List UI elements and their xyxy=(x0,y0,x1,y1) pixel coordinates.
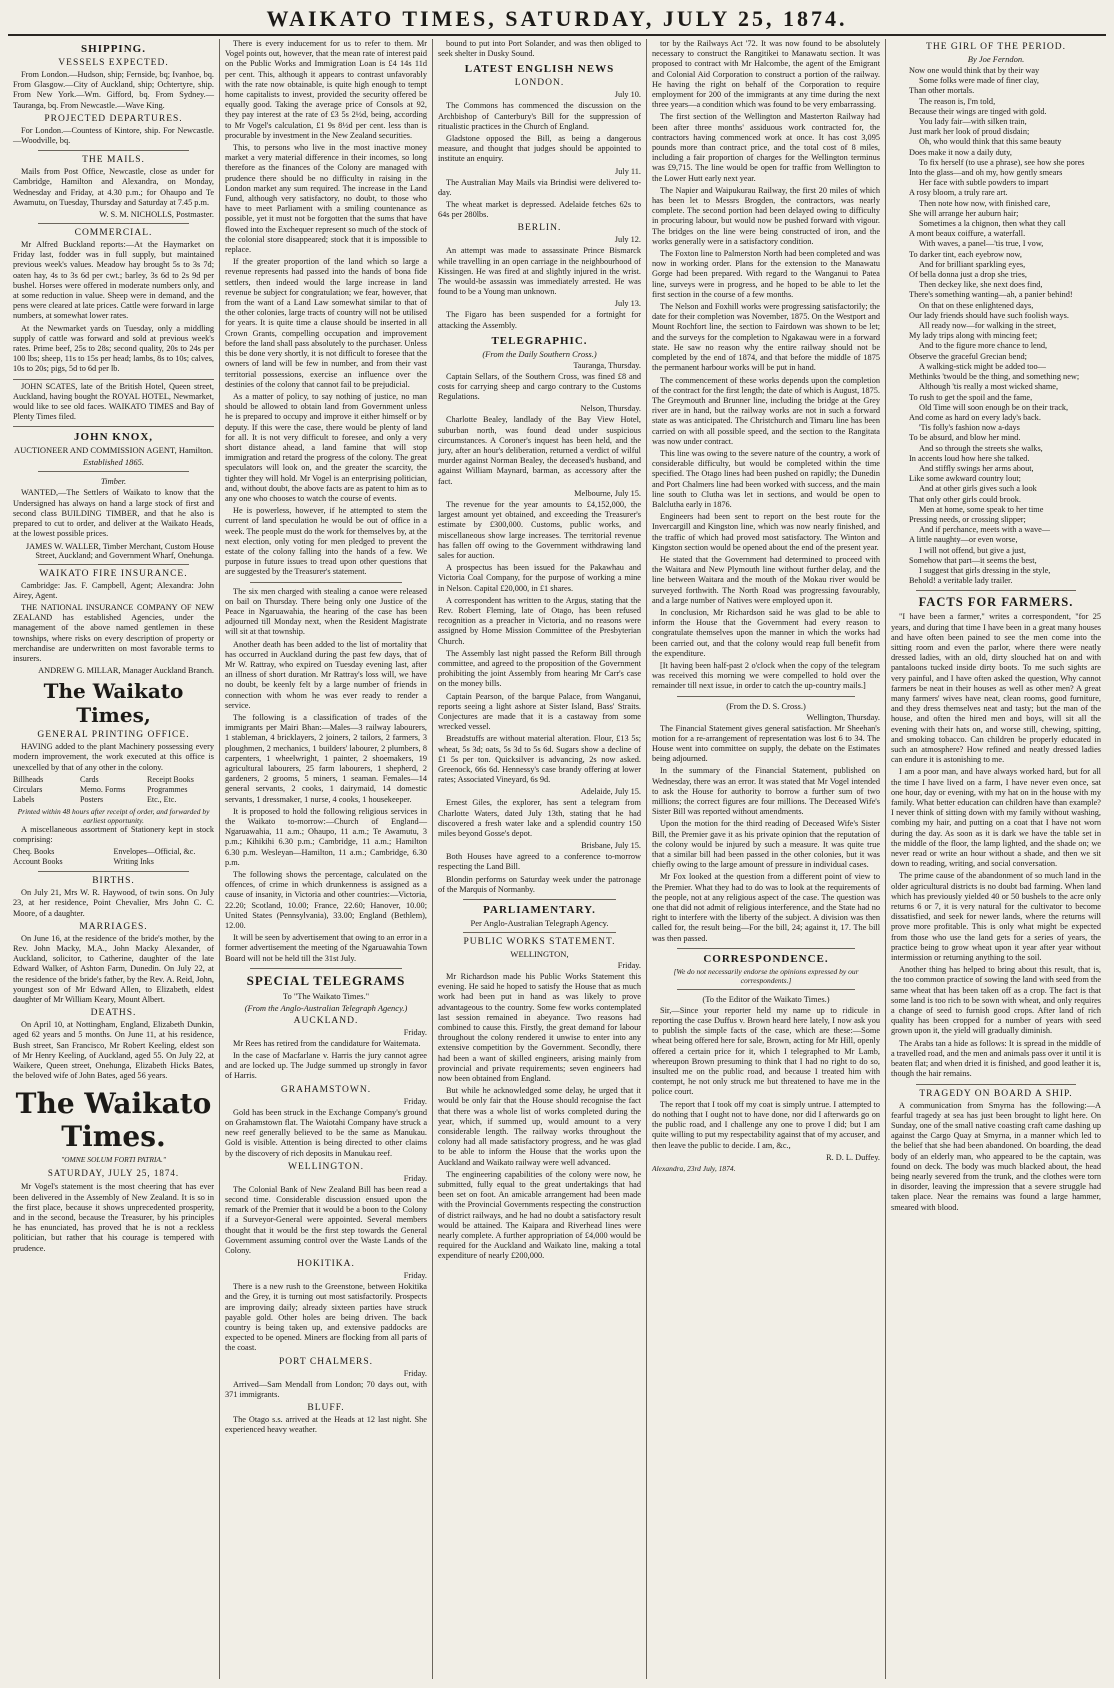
telegraphic-text: Captain Pearson, of the barque Palace, from Wanganui, reports seeing a light ashore at Sister Island, Bass' Straits. Conjectures are made that it is a castaway from some wrecked vessel. xyxy=(438,691,641,732)
printing-item: Cards xyxy=(80,774,99,784)
correspondence-text: The report that I took off my coat is simply untrue. I attempted to do nothing that I ought not to have done, nor did I afterwards go on the public road, and I challenge any one to prove I did; but I am quite willing to put my respectability against that of my accuser, and then leave the public to decide. I am, &c., xyxy=(652,1099,880,1150)
special-telegrams-agency: (From the Anglo-Australian Telegraph Agency.) xyxy=(244,1002,408,1013)
public-works-text: The commencement of these works depends upon the completion of the contract for the first length; the date of which is August, 1875. The Greymouth and Brunner line, including the bridge at the Grey river are in hand, but the railway works are not in such a forward state as was anticipated. The Christchurch and Timaru line has been carried on with all possible speed, and the section to the Rangitata was now under contract. xyxy=(652,375,880,446)
printing-item: Programmes xyxy=(147,784,188,794)
marriages-text: On June 16, at the residence of the bride's mother, by the Rev. John Macky, M.A., John Macky Alexander, of Auckland, solicitor, to Catherine, daughter of the late Edward Walker, of Ashton Farm, Dunedin. On July 22, at the residence of the bride's father, by the Rev. A. Reid, John, youngest son of Mr Edward Allen, to Elizabeth, eldest daughter of Mr William Keary, Mount Albert. xyxy=(13,933,214,1004)
london-text: The Commons has commenced the discussion on the Archbishop of Canterbury's Bill for the suppression of ritualistic practices in the Church of England. xyxy=(438,101,641,131)
local-news-text: The six men charged with stealing a canoe were released on bail on Thursday. There being only one Justice of the Peace in Ngaruawahia, the hearing of the case has been adjourned till Monday next, when the Resident Magistrate will sit at that township. xyxy=(225,586,427,637)
london-text: The Australian May Mails via Brindisi were delivered to-day. xyxy=(438,177,641,197)
divider xyxy=(677,948,855,949)
poem-line: Than other mortals. xyxy=(909,86,975,96)
correspondence-place: Alexandra, 23rd July, 1874. xyxy=(652,1163,736,1173)
poem-line: And come as hard on every lady's back. xyxy=(909,412,1041,422)
printing-item: Labels xyxy=(13,794,35,804)
grahamstown-heading: GRAHAMSTOWN. xyxy=(280,1084,372,1095)
telegraphic-text: Captain Sellars, of the Southern Cross, was fined £8 and costs for carrying sheep and cargo contrary to the Customs Regulations. xyxy=(438,371,641,402)
poem-line: Into the glass—and oh my, how gently smears xyxy=(909,168,1063,178)
mails-text: Mails from Post Office, Newcastle, close as under for Cambridge, Hamilton and Alexandra, on Monday, Wednesday and Friday, at 4.30 p.m.; for Ohaupo and Te Awamutu, on Tuesday, Thursday and Saturday at 7.45 p.m. xyxy=(13,167,214,207)
vessels-heading: VESSELS EXPECTED. xyxy=(58,58,169,68)
printing-item: Billheads xyxy=(13,774,44,784)
advert-knox-heading: JOHN KNOX, xyxy=(73,431,154,444)
poem-line: To fix herself (to use a phrase), see how she pores xyxy=(919,157,1085,167)
grahamstown-text: Gold has been struck in the Exchange Company's ground on Grahamstown flat. The Waiotahi Company have struck a new reef generally believed to be the same as Manukau. Gold is visible. Attention is being directed to other claims by the discovery of rich deposits in Manukau reef. xyxy=(225,1107,427,1158)
stationery-item: Writing Inks xyxy=(113,857,154,867)
divider xyxy=(916,590,1076,591)
bluff-heading: BLUFF. xyxy=(307,1402,345,1413)
births-text: On July 21, Mrs W. R. Haywood, of twin sons. On July 23, at her residence, Point Chevalier, Mrs John C. C. Moore, of a daughter. xyxy=(13,888,214,918)
port-chalmers-text: Arrived—Sam Mendall from London; 70 days out, with 371 immigrants. xyxy=(225,1379,427,1399)
poem-line: And for brilliant sparkling eyes, xyxy=(919,259,1026,269)
london-heading: LONDON. xyxy=(514,78,565,89)
editorial-text: He is powerless, however, if he attempted to stem the current of land speculation he would be out of office in a week. The people must do the work for themselves by, at the next election, only voting for men pledged to prevent the estate of the colony falling into the hands of a few. We purpose in future issues to tread upon other questions that are suggested by the Treasurer's statement. xyxy=(225,506,427,577)
poem-line: Her face with subtle powders to impart xyxy=(919,178,1049,188)
public-works-text: The Foxton line to Palmerston North had been completed and was now in working order. Plans for the extension to the Manawatu Gorge had been prepared. With regard to the Wanganui to Patea line, surveys were in progress, and he hoped to be able to let the first section in the course of a few months. xyxy=(652,249,880,299)
dateline: Wellington, Thursday. xyxy=(806,712,880,722)
poem-line: That only other girls could brook. xyxy=(909,494,1021,504)
fire-heading: WAIKATO FIRE INSURANCE. xyxy=(39,568,188,579)
poem-line: Some folks were made of finer clay, xyxy=(919,76,1039,86)
facts-text: The prime cause of the abandonment of so much land in the older agricultural districts is no doubt bad farming. When land which has previously yielded 40 or 50 bushels to the acre only returns 6 or 7, it is very natural for the cultivator to become dissatisfied, and seek for newer lands, where the returns will prove more profitable. This is only what might be expected from those who use the land gets for a series of years, the practice being to grow wheat upon it year after year without intermission or returning anything to the soil. xyxy=(891,871,1101,963)
wellington-heading: WELLINGTON. xyxy=(288,1161,364,1172)
correspondence-note: [We do not necessarily endorse the opinions expressed by our correspondents.] xyxy=(673,966,859,985)
masthead: WAIKATO TIMES, SATURDAY, JULY 25, 1874. xyxy=(8,6,1106,36)
poem-line: Our lady friends should have such foolish ways. xyxy=(909,310,1069,320)
london-text: The wheat market is depressed. Adelaide fetches 62s to 64s per 280lbs. xyxy=(438,200,641,220)
parliamentary-sub: Per Anglo-Australian Telegraph Agency. xyxy=(470,918,609,928)
poem-line: To rush to get the spoil and the fame, xyxy=(909,392,1033,402)
dateline: July 13. xyxy=(614,299,641,309)
public-works-text: In conclusion, Mr Richardson said he was glad to be able to inform the House that the Government had every reason to congratulate themselves upon the manner in which the works had been carried out, and that the colony would reap full benefit from the expenditure. xyxy=(652,607,880,658)
dateline: Melbourne, July 15. xyxy=(574,488,641,498)
public-works-text: Mr Richardson made his Public Works Statement this evening. He said he hoped to satisfy the House that as much work had been put in hand as was likely to prove advantageous to the country. Some few works contemplated last session remained in abeyance. Two reasons had combined to cause this. Firstly, the great demand for labour throughout the colony rendered it unwise to enter into any extensive competition by the Government. Secondly, there had been a want of skilled engineers, arising mainly from provincial and private requirements; seven engineers had now been obtained from England. xyxy=(438,972,641,1084)
poem-heading: THE GIRL OF THE PERIOD. xyxy=(926,42,1066,52)
telegraphic-text: A correspondent has written to the Argus, stating that the Rev. Robert Fleming, late of Otago, has been refused recognition as a preacher in Victoria, and no reasons were assigned by Home Mission Committee of the Presbyterian Church. xyxy=(438,595,641,646)
printing-text: HAVING added to the plant Machinery possessing every modern improvement, the work executed at this office is unexcelled by that of any other in the colony. xyxy=(13,742,214,772)
divider xyxy=(38,150,189,151)
poem-line: Behold! a veritable lady trailer. xyxy=(909,576,1013,586)
printing-heading: GENERAL PRINTING OFFICE. xyxy=(37,730,190,741)
facts-text: "I have been a farmer," writes a correspondent, "for 25 years, and during that time I have been in a great many houses and have often been pained to see the men come into the sitting room and even the parlor, where there were neatly dressed ladies, with an old, dirty slouched hat on and with pantaloons tucked inside dirty boots. To me such sights are very painful, and I have often asked the question, Why cannot farmers be neat in their houses as well as other men? A great many farmers' wives have neat, clean rooms, good furniture, and they dress themselves neat and tasty; but the man of the house, and often the hired men and boys, will sit all the evening with their hats on, and worse still, chewing, spitting, and smoking tobacco. Can children be properly educated in such an atmosphere? How refined and neatly dressed ladies can endure it is astonishing to me. xyxy=(891,612,1101,765)
source-note: (From the D. S. Cross.) xyxy=(726,700,806,711)
telegraphic-text: Both Houses have agreed to a conference to-morrow respecting the Land Bill. xyxy=(438,852,641,872)
advert-knox-established: Established 1865. xyxy=(83,457,144,468)
advert-text: JOHN SCATES, late of the British Hotel, Queen street, Auckland, having bought the ROYAL HOTEL, Newmarket, would like to see old faces. WAIKATO TIMES and Bay of Plenty Times filed. xyxy=(13,381,214,422)
dateline: July 10. xyxy=(614,90,641,100)
poem-line: I suggest that girls dressing in the style, xyxy=(919,565,1051,575)
port-chalmers-heading: PORT CHALMERS. xyxy=(278,1356,374,1367)
poem-line: A little naughty—or even worse, xyxy=(909,535,1018,545)
newspaper-title: The Waikato Times. xyxy=(15,1087,212,1154)
column-1 xyxy=(8,39,220,1679)
fire-signature: ANDREW G. MILLAR, Manager Auckland Branch. xyxy=(38,666,214,676)
dateline: Nelson, Thursday. xyxy=(580,404,641,414)
poem-line: Sometimes a la chignon, then what they call xyxy=(919,219,1066,229)
advert-knox-sub: AUCTIONEER AND COMMISSION AGENT, Hamilton. xyxy=(13,445,214,456)
stationery-item: Cheq. Books xyxy=(13,847,55,857)
printing-note: Printed within 48 hours after receipt of order, and forwarded by earliest opportunity. xyxy=(17,806,210,825)
dateline: Friday. xyxy=(403,1173,427,1183)
telegraphic-text: The Assembly last night passed the Reform Bill through committee, and agreed to the proposition of the Government prohibiting the joint Assembly from hearing Mr Carr's case on the money bills. xyxy=(438,648,641,689)
editor-note: [It having been half-past 2 o'clock when the copy of the telegram was received this morning we were compelled to hold over the remainder till next issue, in order to catch the up-country mails.] xyxy=(652,660,880,691)
poem-line: My lady trips along with mincing feet; xyxy=(909,331,1038,341)
wellington-text: The Colonial Bank of New Zealand Bill has been read a second time. Considerable discussion ensued upon the remark of the Premier that it would be a boon to the Colony if a Surveyor-General were appointed. Several members thought that it would be the first step towards the General Government assuming control over the Waste Lands of the Colony. xyxy=(225,1184,427,1255)
deaths-text: On April 10, at Nottingham, England, Elizabeth Dunkin, aged 62 years and 5 months. On June 11, at his residence, Bush street, San Francisco, Mr Robert Keeling, eldest son of Mr Henry Keeling, of Auckland, aged 55. On July 22, at Waikere, Queen street, Onehunga, Elizabeth Hicks Bates, the beloved wife of John Bates, aged 56 years. xyxy=(13,1020,214,1081)
editorial-text: Mr Vogel's statement is the most cheering that has ever been delivered in the Assembly of New Zealand. It is so in the first place, because it shows unprecedented prosperity, and in the second, because the Treasurer, by his principles he has enunciated, has proved that he is not a reckless politician, but rather that his courage is tempered with prudence. xyxy=(13,1182,214,1253)
poem-line: Men at home, some speak to her time xyxy=(919,504,1044,514)
correspondence-to: (To the Editor of the Waikato Times.) xyxy=(702,993,830,1004)
public-works-text: This line was owing to the severe nature of the country, a work of considerable difficulty, but would be completed within the time specified. The Otago lines had been pushed on rapidly; the Dunedin and Port Chalmers line had been worked with success, and the main line south to Clutha was let in sections, and would be open to Balclutha early in 1876. xyxy=(652,448,880,509)
poem-author: By Joe Ferndon. xyxy=(967,54,1025,64)
special-telegrams-sub: To "The Waikato Times." xyxy=(282,990,370,1001)
public-works-text: But while he acknowledged some delay, he urged that it would be only fair that the House should recognise the fact that there was a whole list of works completed during the year, which, if summed up, would amount to a very considerable length. The railway works throughout the colony had all made satisfactory progress, and he was glad to be able to inform the House that the works upon the Auckland and Waikato railway were well advanced. xyxy=(438,1086,641,1167)
public-works-text: The Napier and Waipukurau Railway, the first 20 miles of which has been let to Messrs Brogden, the contractors, was nearly complete. The second portion had been delayed owing to difficulty in procuring labour, but would now be pushed forward with vigour. The bridges on the line were being constructed of iron, and the works generally were in a satisfactory condition. xyxy=(652,185,880,246)
timber-signature: JAMES W. WALLER, Timber Merchant, Custom House Street, Auckland; and Government Wharf, Onehunga. xyxy=(25,541,214,560)
fire-text: Cambridge: Jas. F. Campbell, Agent; Alexandra: John Airey, Agent. xyxy=(13,580,214,600)
parliament-text: Upon the motion for the third reading of Deceased Wife's Sister Bill, the Premier gave it as his private opinion that the reputation of the colony would be injured by such a measure. It was quite true that a similar bill had been passed in the other colonies, but it was chiefly owing to the large amount of pressure in individual cases. xyxy=(652,819,880,870)
poem-line: Just mark her look of proud disdain; xyxy=(909,127,1030,137)
auckland-text: In the case of Macfarlane v. Harris the jury cannot agree and are locked up. The Judge summed up strongly in favor of Harris. xyxy=(225,1051,427,1081)
poem-line: Old Time will soon enough be on their track, xyxy=(919,402,1069,412)
poem-line: Then note how now, with finished care, xyxy=(919,198,1051,208)
poem-line: And to the figure more chance to lend, xyxy=(919,341,1048,351)
divider xyxy=(38,564,189,565)
poem-line: A walking-stick might be added too— xyxy=(919,361,1046,371)
printing-items xyxy=(13,775,214,805)
public-works-text: The Nelson and Foxhill works were progressing satisfactorily; the date for their completion was November, 1875. On the Westport and Mount Rochfort line, the section to Fairdown was shown to be let; and the surveys for the completion to Ngakawau were in a forward state. He saw no reason why the entire railway should not be completed by the end of 1874, and that before the middle of 1875 the permanent harbour works will be put in hand. xyxy=(652,302,880,373)
correspondence-heading: CORRESPONDENCE. xyxy=(703,952,829,965)
poem-line: And if perchance, meets with a wave— xyxy=(919,525,1051,535)
column-2 xyxy=(220,39,433,1679)
public-works-text: The engineering capabilities of the colony were now, he submitted, fully equal to the great undertakings that had been set on foot. An amicable arrangement had been made with the Provincial Governments respecting the construction of district railways, and he had no doubt a satisfactory result would be attained. The Kaipara and Riverhead lines were nearly complete. A further appropriation of £4,000 would be required for the Auckland and Waikato line, making a total expenditure of nearly £200,000. xyxy=(438,1169,641,1261)
poem-line: To darker tint, each eyebrow now, xyxy=(909,249,1022,259)
timber-heading: Timber. xyxy=(100,476,127,487)
editorial-text: As a matter of policy, to say nothing of justice, no man should be allowed to obtain land from Government unless he is prepared to occupy and improve it either himself or by deputy. If this were the case, there would be plenty of land for all. It is not very difficult to foresee, and only a very short distance ahead, a land famine that will stop immigration and retard the progress of the colony. The great speculators will look on, and the greater the scarcity, the tighter they will hold. Mr Vogel is an enterprising politician, and, without doubt, the above facts are as patent to him as to any one who chooses to watch the course of events. xyxy=(225,391,427,503)
poem-line: Pressing needs, or crossing slipper; xyxy=(909,514,1026,524)
poem-line: And at other girls gives such a look xyxy=(919,484,1037,494)
divider xyxy=(250,968,402,969)
divider xyxy=(463,932,616,933)
divider xyxy=(916,1084,1076,1085)
poem-line: Now one would think that by their way xyxy=(909,66,1040,75)
divider xyxy=(38,871,189,872)
stationery-items xyxy=(13,847,214,867)
dateline: Adelaide, July 15. xyxy=(580,787,641,797)
dateline: Friday. xyxy=(403,1271,427,1281)
printing-item: Posters xyxy=(80,794,104,804)
births-heading: BIRTHS. xyxy=(92,876,135,887)
poem-line: The reason is, I'm told, xyxy=(919,96,996,106)
advert-scates xyxy=(13,379,214,428)
facts-for-farmers-heading: FACTS FOR FARMERS. xyxy=(918,595,1074,610)
berlin-text: The Figaro has been suspended for a fortnight for attacking the Assembly. xyxy=(438,310,641,330)
hokitika-text: There is a new rush to the Greenstone, between Hokitika and the Grey, it is turning out most satisfactorily. Prospects are improving daily; already sixteen parties have struck payable gold. Other holes are being driven. The back country is being taken up, and extensive paddocks are expected to be opened. Miners are flocking from all parts of the coast. xyxy=(225,1282,427,1353)
divider xyxy=(250,582,402,583)
public-works-text: tor by the Railways Act '72. It was now found to be absolutely necessary to construct the Rangitikei to Manawatu section. It was proposed to contract with Mr Halcombe, the agent of the Emigrant and Colonial Aid Corporation to construct a portion of the railway. He having the right on behalf of the Corporation to require employment for 200 of the immigrants at any time during the next three years—a condition which was found to be very embarrassing. xyxy=(652,39,880,110)
local-news-text: The following shows the percentage, calculated on the offences, of crime in which drunkenness is assigned as a cause of insanity, in Victoria and other countries:—Victoria, 22.20; Scotland, 10.00; France, 22.60; Hanover, 10.00; United States (Pennsylvania), 33.00; England (Bethlem), 12.00. xyxy=(225,870,427,931)
poem-line: Oh, who would think that this same beauty xyxy=(919,137,1062,147)
poem-line: Of bella donna just a drop she tries, xyxy=(909,270,1027,280)
printing-item: Memo. Forms xyxy=(80,784,126,794)
printing-blackletter-title: The Waikato Times, xyxy=(43,679,184,728)
editorial-text: There is every inducement for us to refer to them. Mr Vogel points out, however, that the mean rate of interest paid on the Public Works and Immigration Loan is £4 14s 11d per cent. This, although it appears to contrast unfavorably with the rate now obtainable, is quite high enough to tempt home capitalists to invest, provided the security offered be equally good. Taking the average price of Consols at 92, they pay interest at the rate of £3 5s 2½d, being, according to Mr Vogel's calculation, £1 9s 8½d per cent. less than is procurable by investment in the New Zealand securities. xyxy=(225,39,427,140)
hokitika-heading: HOKITIKA. xyxy=(297,1259,355,1270)
bluff-text: The Otago s.s. arrived at the Heads at 12 last night. She experienced heavy weather. xyxy=(225,1414,427,1435)
commercial-heading: COMMERCIAL. xyxy=(74,228,153,239)
stationery-item: Envelopes—Official, &c. xyxy=(113,847,196,857)
public-works-place: WELLINGTON, xyxy=(510,949,569,959)
commercial-text: At the Newmarket yards on Tuesday, only a middling supply of cattle was forward and sold at previous week's rates. Prime beef, 25s to 28s; second quality, 20s to 24s per 100 lbs; sheep, 11s to 15s per head; lambs, 8s to 10s; calves, 10s to 20s; pigs, 5d to 6d per lb. xyxy=(13,323,214,374)
public-works-text: Engineers had been sent to report on the best route for the Invercargill and Kingston line, which was now nearly finished, and the traffic of which had proved most satisfactory. The Winton and Kingston section would be opened about the end of the present year. xyxy=(652,512,880,552)
facts-text: I am a poor man, and have always worked hard, but for all the time I have lived on a farm, I have never even once, sat one hour, day or evening, with my hat on in the house with my family. What better education can children have than example? I never think of sitting down with my family without washing, combing my hair, and putting on a coat that I have not worn during the day. As soon as it is dark we have the table set in the middle of the floor, the lamp lighted, and the shade on; we never read or write an hour without a shade, and then we sit down to reading, writing, and social conversation. xyxy=(891,767,1101,869)
poem-line: All ready now—for walking in the street, xyxy=(919,321,1057,331)
poem-line: Then deckey like, she next does find, xyxy=(919,280,1043,290)
telegraphic-text: A prospectus has been issued for the Pakawhau and Victoria Coal Company, for the purpose of working a mine in Nelson. Capital £20,000, in £1 shares. xyxy=(438,563,641,593)
public-works-text: The first section of the Wellington and Masterton Railway had been after three months' assiduous work contracted for, the contractors having commenced work at once. It has cost 3,095 pounds more than contract price, and the total cost of 8 miles, including a fair proportion of charges for the Wellington terminus was £9,715. The line would be open for traffic from Wellington to the Lower Hutt early next year. xyxy=(652,112,880,183)
latest-english-news-heading: LATEST ENGLISH NEWS xyxy=(464,63,615,76)
editorial-text: This, to persons who live in the most inactive money market a very material difference in their incomes, so long therefore as the finances of the Colony are managed with prudence there should be no difficulty in raising in the London market any sum required. The increase in the Land Fund, although very satisfactory, no doubt, to those who have to meet Parliament with a smiling countenance as possible, yet it must not be forgotten that the sums that have flowed into the Exchequer represent so much of the stock of the colonial store disappeared; stock that it is impossible to replace. xyxy=(225,143,427,255)
column-3 xyxy=(433,39,647,1679)
poem-line: And stiffly swings her arms about, xyxy=(919,463,1034,473)
facts-text: Another thing has helped to bring about this result, that is, the too common practice of sowing the land with seed from the same wheat that has been taken off as a crop. The fact is that some land is too rich to be sown with wheat, and only requires a change of seed to furnish good crops. After land of rich quality has been cropped for a number of years with seed grown upon it, the yield will gradually diminish. xyxy=(891,965,1101,1036)
mails-signature: W. S. M. NICHOLLS, Postmaster. xyxy=(99,210,214,220)
telegraphic-heading: TELEGRAPHIC. xyxy=(491,334,588,347)
poem-line: A rosy bloom, a truly rare art. xyxy=(909,188,1008,198)
timber-text: WANTED,—The Settlers of Waikato to know that the Undersigned has always on hand a large stock of first and second class BUILDING TIMBER, and that he also is prepared to cut to order, and deliver at the Waikato Heads, at the lowest possible prices. xyxy=(13,488,214,539)
vessels-text: From London.—Hudson, ship; Fernside, bq; Ivanhoe, bq. From Glasgow.—City of Auckland, ship; Ochtertyre, ship. From New York.—Wm. Gifford, bq. From Sydney.—Tauranga, bq. From Newcastle.—Wave King. xyxy=(13,70,214,110)
local-news-text: Another death has been added to the list of mortality that has occurred in Auckland during the past few days, that of Mr W. Rattray, who expired on Tuesday evening last, after an illness of short duration. Mr Rattray's loss will, we have no doubt, be keenly felt by a large number of friends in connection with whom he was ever ready to render a service. xyxy=(225,639,427,710)
poem-line: Observe the graceful Grecian bend; xyxy=(909,351,1027,361)
telegraphic-text: Charlotte Bealey, landlady of the Bay View Hotel, suburban north, was found dead under suspicious circumstances. A Coroner's inquest has been held, and the jury, after an hour's deliberation, returned a verdict of wilful murder against Norman Bealey, the deceased's husband, and against William Maynard, barman, as accessory after the fact. xyxy=(438,415,641,486)
parliament-text: Mr Fox looked at the question from a different point of view to the Premier. What they had to do was to look at the requirements of the people, not at any religious aspect of the case. The question was one that did not admit of religious interference, and the State had no right to interfere with the liberty of the subject. A division was then called for, the result being—For the bill, 24; against it, 17. The bill was then passed. xyxy=(652,872,880,943)
special-telegrams-heading: SPECIAL TELEGRAMS xyxy=(246,972,406,988)
poem-line: With waves, a panel—'tis true, I vow, xyxy=(919,239,1044,249)
poem-line: Like some awkward country lout; xyxy=(909,474,1021,484)
local-news-text: It is proposed to hold the following religious services in the Waikato to-morrow:—Church of England—Ngaruawahia, 11 a.m.; Ohaupo, 11 a.m.; Te Awamutu, 3 p.m.; Kihikihi 6.30 p.m.; Cambridge, 11 a.m.; Hamilton 6.30 p.m. Wesleyan—Hamilton, 11 a.m.; Cambridge, 6.30 p.m. xyxy=(225,806,427,867)
dateline: Brisbane, July 15. xyxy=(581,841,641,851)
public-works-heading: PUBLIC WORKS STATEMENT. xyxy=(463,937,616,947)
column-4 xyxy=(647,39,886,1679)
dateline: Tauranga, Thursday. xyxy=(573,360,641,370)
dateline: Friday. xyxy=(403,1368,427,1378)
editorial-date: SATURDAY, JULY 25, 1874. xyxy=(47,1168,180,1179)
poem-line: Somehow that part—it seems the best, xyxy=(909,555,1037,565)
correspondence-signature: R. D. L. Duffey. xyxy=(826,1152,880,1162)
poem-body xyxy=(891,66,1101,586)
shipping-heading: SHIPPING. xyxy=(81,43,146,55)
tragedy-heading: TRAGEDY ON BOARD A SHIP. xyxy=(919,1088,1073,1099)
dateline: July 12. xyxy=(614,235,641,245)
parliamentary-heading: PARLIAMENTARY. xyxy=(483,904,596,916)
stationery-item: Account Books xyxy=(13,857,63,867)
column-5 xyxy=(886,39,1106,1679)
divider xyxy=(677,696,855,697)
divider xyxy=(38,471,189,472)
parliament-text: The Financial Statement gives general satisfaction. Mr Sheehan's motion for a re-arrangement of representation was lost 6 to 34. The House went into committee on supply, the debate on the Estimates being adjourned. xyxy=(652,723,880,764)
commercial-text: Mr Alfred Buckland reports:—At the Haymarket on Friday last, fodder was in full supply, but maintained previous week's values. Meadow hay brought 5s to 3s 7d; oaten hay, 4s to 3s 6d per cwt.; barley, 3s 6d to 2s 9d per bushel. Horses were offered in moderate numbers only, and at some reduction in value. Sheep were in demand, and the pens were cleared at late prices. Cattle were forward in large numbers, at somewhat lower rates. xyxy=(13,240,214,321)
poem-line: Because their wings are tinged with gold. xyxy=(909,106,1047,116)
telegraphic-text: Blondin performs on Saturday week under the patronage of the Marquis of Normanby. xyxy=(438,874,641,894)
printing-item: Etc., Etc. xyxy=(147,794,177,804)
projected-text: For London.—Countess of Kintore, ship. For Newcastle.—Woodville, bq. xyxy=(13,125,214,146)
poem-line: Although 'tis really a most wicked shame, xyxy=(919,382,1059,392)
auckland-heading: AUCKLAND. xyxy=(293,1015,359,1026)
printing-item: Receipt Books xyxy=(147,774,194,784)
correspondence-text: Sir,—Since your reporter held my name up to ridicule in reporting the case Duffus v. Brown heard here lately, I now ask you to publish the simple facts of the case, which are these:—Some wheat being offered here for sale, Brown, acting for Mr Hill, openly offered a certain price for it, which I telegraphed to Mr Lamb, whereupon Brown presuming to think that I had no right to do so, insulted me on the public road, and because I treated him with contempt, he not only struck me but threatened to have me in the police court. xyxy=(652,1005,880,1097)
projected-heading: PROJECTED DEPARTURES. xyxy=(44,113,183,124)
local-news-text: It will be seen by advertisement that owing to an error in a former advertisement the meeting of the Ngaruawahia Town Board will not be held till the 31st July. xyxy=(225,933,427,963)
facts-text: The Arabs tan a hide as follows: It is spread in the middle of a travelled road, and the men and animals pass over it until it is beaten flat; and when dried it is finished, and good leather it is, though the hair remains. xyxy=(891,1038,1101,1079)
bluff-continued-text: bound to put into Port Solander, and was then obliged to seek shelter in Dusky Sound. xyxy=(438,39,641,59)
fire-text: THE NATIONAL INSURANCE COMPANY OF NEW ZEALAND has established Agencies, under the management of the above named gentlemen in these townships, where risks on every description of property or merchandise are underwritten on most favorable terms to insurers. xyxy=(13,602,214,663)
poem-line: I will not offend, but give a just, xyxy=(919,545,1027,555)
divider xyxy=(463,899,616,900)
auckland-text: Mr Rees has retired from the candidature for Waitemata. xyxy=(233,1038,421,1048)
poem-line: Does make it now a daily duty, xyxy=(909,147,1012,157)
divider xyxy=(677,989,855,990)
editorial-text: If the greater proportion of the land which so large a revenue represents had passed into the hands of bona fide settlers, then indeed would the large increase in land revenue be subject for congratulation; we fear, however, that from the want of a Land Law somewhat similar to that of the other colonies, large tracts of country will not be utilised for years. It is quite time a clause should be inserted in all Crown Grants, compelling occupation and improvement before the land shall pass absolutely to the purchaser. Unless this be done very shortly, it is not difficult to foresee that the owners of land will be few in number, and from their vast territorial possessions, exercise an influence over the destinies of the colony that cannot fail to be prejudicial. xyxy=(225,257,427,389)
mails-heading: THE MAILS. xyxy=(82,155,145,166)
columns xyxy=(8,39,1106,1679)
poem-line: And so through the streets she walks, xyxy=(919,443,1043,453)
poem-line: She will arrange her auburn hair; xyxy=(909,208,1019,218)
dateline: July 11. xyxy=(615,166,641,176)
telegraphic-sub: (From the Daily Southern Cross.) xyxy=(482,348,597,359)
printing-text: A miscellaneous assortment of Stationery kept in stock comprising: xyxy=(13,824,214,844)
telegraphic-text: Ernest Giles, the explorer, has sent a telegram from Charlotte Waters, dated July 13th, stating that he had discovered a fresh water lake and a splendid country 150 miles beyond Gosse's depot. xyxy=(438,798,641,838)
public-works-text: He stated that the Government had determined to proceed with the Waitara and New Plymouth line without further delay, and the line between Waitara and the mouth of the Mokau river would be surveyed forthwith. The North Road was progressing favourably, and a large number of Natives were employed upon it. xyxy=(652,554,880,605)
poem-line: In accents loud how here she talked. xyxy=(909,453,1030,463)
poem-line: Methinks 'twould be the thing, and something new; xyxy=(909,372,1080,382)
poem-line: 'Tis folly's fashion now a-days xyxy=(919,423,1020,433)
poem-line: To be absurd, and blow her mind. xyxy=(909,433,1021,443)
newspaper-motto: "OMNE SOLUM FORTI PATRIA." xyxy=(60,1155,167,1165)
tragedy-text: A communication from Smyrna has the following:—A fearful tragedy at sea has just been brought to light here. On Sunday, one of the small native coasting craft came dashing up against the Cargo Quay at Smyrna, in a manner which led to the belief that she had been abandoned. On boarding, the dead body of an elderly man, who appeared to be the captain, was found on deck. The body was much blacked about, the head being nearly severed from the trunk, and the clothes were torn in disorder, leaving the impression that a severe struggle had taken place. Near the remains was found a large hammer, smeared with blood. xyxy=(891,1100,1101,1212)
local-news-text: The following is a classification of trades of the immigrants per Mairi Bhan:—Males—3 railway labourers, 1 stableman, 4 bricklayers, 2 joiners, 2 tailors, 2 farmers, 3 ploughmen, 2 mechanics, 1 builders' labourer, 2 plumbers, 8 carpenters, 1 wheelwright, 1 painter, 2 shoemakers, 19 agricultural labourers, 25 farm labourers, 1 shepherd, 2 gardeners, 2 grooms, 5 miners, 1 seaman. Females—14 general servants, 2 cooks, 1 dairymaid, 14 domestic servants, 1 dressmaker, 1 nurse, 4 cooks, 1 housekeeper. xyxy=(225,713,427,804)
divider xyxy=(38,223,189,224)
poem-line: On that on these enlightened days, xyxy=(919,300,1034,310)
dateline: Friday. xyxy=(403,1027,427,1037)
dateline: Friday. xyxy=(617,961,641,970)
marriages-heading: MARRIAGES. xyxy=(79,921,148,932)
telegraphic-text: Breadstuffs are without material alteration. Flour, £13 5s; wheat, 5s 3d; oats, 5s 3d to 5s 6d. Sugars show a decline of £1 5s per ton. Quicksilver is advancing, 2s now asked. Greenock, 66s 6d. Hennessy's case brandy offering at lower rates; Associated Vineyard, 6s 9d. xyxy=(438,734,641,785)
poem-line: You lady fair—with silken train, xyxy=(919,117,1027,127)
poem-line: There's something wanting—ah, a panier behind! xyxy=(909,290,1073,300)
berlin-text: An attempt was made to assassinate Prince Bismarck while travelling in an open carriage in the neighbourhood of Kissingen. He was fired at and slightly injured in the wrist. The would-be assassin was immediately arrested. He was found to be a Young man unknown. xyxy=(438,246,641,297)
poem-line: A mont beaux coiffure, a waterfall. xyxy=(909,229,1026,239)
deaths-heading: DEATHS. xyxy=(90,1008,137,1019)
london-text: Gladstone opposed the Bill, as being a dangerous measure, and thought that judges should be appointed to institute an enquiry. xyxy=(438,134,641,164)
telegraphic-text: The revenue for the year amounts to £4,152,000, the largest amount yet obtained, and exceeding the Treasurer's estimate by £300,000. Customs, public works, and miscellaneous show large increases. The territorial revenue has fallen off owing to the Government withdrawing land sales for auction. xyxy=(438,499,641,560)
parliament-text: In the summary of the Financial Statement, published on Wednesday, there was an error. It was stated that Mr Vogel intended to ask the House for authority to borrow a further sum of two millions; the correct figures are four millions. The Deceased Wife's Sister Bill was reported without amendments. xyxy=(652,766,880,817)
dateline: Friday. xyxy=(403,1096,427,1106)
printing-item: Circulars xyxy=(13,784,43,794)
berlin-heading: BERLIN. xyxy=(517,223,562,234)
